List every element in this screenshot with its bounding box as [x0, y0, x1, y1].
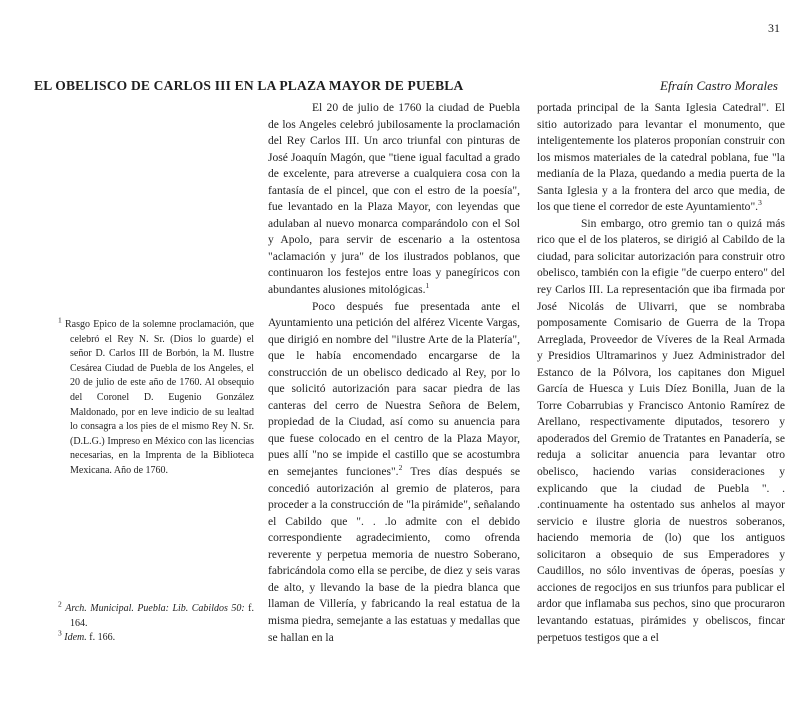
body-column-left: [268, 100, 520, 646]
article-title: EL OBELISCO DE CARLOS III EN LA PLAZA MAYOR DE PUEBLA: [34, 78, 464, 93]
paragraph-2-text-a: Poco después fue presentada ante el Ayuntamiento una petición del alférez Vicente Vargas, que dirigió en nombre del "ilustre Arte de la Platería", que le había encomendado encargarse de la construcción de un obelisco dedicado al Rey, por lo que solicitó autorización para sacar piedra de las canteras del cerro de Nuestra Señora de Belem, propiedad de la Ciudad, así como su anuencia para que fuese colocado en el centro de la Plaza Mayor, pues allí "no se impide el castillo que se acostumbra en semejantes funciones".: [268, 300, 520, 479]
paragraph-4: [537, 216, 785, 646]
paragraph-1-text: El 20 de julio de 1760 la ciudad de Puebla de los Angeles celebró jubilosamente la proclamación del Rey Carlos III. Un arco triunfal con pinturas de José Joaquín Magón, que "tiene igual facultad a grado de excelente, para atreverse a cualquiera cosa con la fantasía de el pincel, que con el estro de la poesía", fue levantado en la Plaza Mayor, con leyendas que adulaban al nuevo monarca comparándolo con el Sol y Apolo, para servir de escenario a la ostentosa "aclamación y jura" de los ilustrados poblanos, que continuaron los festejos entre loas y panegíricos con abundantes alusiones mitológicas.: [268, 102, 520, 297]
paragraph-4-text: Sin embargo, otro gremio tan o quizá más rico que el de los plateros, se dirigió al Cabildo de la ciudad, para solicitar autorización para construir otro obelisco, también con la efigie "de cuerpo entero" del rey Carlos III. La representación que iba firmada por José Nicolás de Ulivarri, que se nombraba pomposamente Comisario de Guerra de la Tropa Arreglada, Proveedor de Víveres de la Real Armada y Presidios Ultramarinos y Juez Administrador del Estanco de la Pólvora, los capitanes don Miguel García de Huesca y Luis Díez Bonilla, Juan de la Torre Cobarrubias y Francisco Antonio Ramírez de Arellano, respectivamente diputados, tesorero y apoderados del Gremio de Tratantes en Panadería, se reduja a solicitar anuencia para levantar otro obelisco, haciendo varias consideraciones y explicando que la ciudad de Puebla ". . .continuamente ha ostentado sus anhelos al mayor servicio e ilustre gloria de nuestros soberanos, haciendo memoria de (lo) que los antiguos solicitaron a obsequio de sus Emperadores y Caudillos, no sólo inventivas de óperas, poesías y acciones de regocijos en sus triunfos para publicar el ardor que inflamaba sus pechos, sino que procuraron levantando estatuas, pirámides y obeliscos, fincar perpetuos testigos que a el: [537, 217, 785, 644]
paragraph-2-text-b: Tres días después se concedió autorización al gremio de plateros, para proceder a la construcción de "la pirámide", señalando el Cabildo que ". . .lo admite con el debido correspondiente agradecimiento, como ofrenda reverente y perpetua memoria de nuestro Soberano, fabricándola como ella se percibe, de diez y seis varas de alto, y llevando la base de la piedra blanca que llaman de Villería, y fabricando la real estatua de la misma piedra, semejante a las estatuas y medallas que se hallan en la: [268, 466, 520, 644]
footnote-1-mark: 1: [58, 315, 62, 325]
body-column-right: [537, 100, 785, 646]
footnote-ref-3: 3: [758, 198, 762, 208]
paragraph-1: [268, 100, 520, 299]
footnote-2-source: Arch. Municipal. Puebla: Lib. Cabildos 50:: [65, 603, 245, 614]
footnote-3-mark: 3: [58, 628, 62, 638]
footnote-2-folio: f. 164.: [70, 603, 254, 629]
paragraph-2: [268, 299, 520, 646]
footnote-2-mark: 2: [58, 599, 62, 609]
page-number: 31: [768, 21, 780, 35]
footnote-ref-2: 2: [398, 463, 403, 473]
paragraph-3: [537, 100, 785, 216]
article-author: Efraín Castro Morales: [660, 78, 778, 93]
footnote-3: [58, 628, 254, 646]
footnote-ref-1: 1: [425, 281, 430, 291]
footnote-2: [58, 599, 254, 631]
footnotes-2-3: [58, 599, 254, 646]
footnote-1: [58, 315, 255, 479]
footnote-3-source: Idem.: [64, 632, 87, 644]
paragraph-3-text: portada principal de la Santa Iglesia Catedral". El sitio autorizado para levantar el monumento, que inteligentemente los plateros proponían construir con los mismos materiales de la catedral poblana, fue "la medianía de la Plaza, quedando a media puerta de la Santa Iglesia y a la frontera del arco que media, de los que tiene el corredor de este Ayuntamiento".: [537, 102, 785, 214]
footnote-1-text: Rasgo Epico de la solemne proclamación, que celebró el Rey N. Sr. (Dios lo guarde) el señor D. Carlos III de Borbón, la M. Ilustre Cesárea Ciudad de Puebla de los Angeles, el 20 de julio de este año de 1760. Al obsequio del Coronel D. Eugenio González Maldonado, por en leve indicio de su lealtad lo consagra a los pies de el mismo Rey N. Sr. (D.L.G.) Impreso en México con las licencias necesarias, en la Imprenta de la Biblioteca Mexicana. Año de 1760.: [64, 319, 255, 476]
footnote-3-folio: f. 166.: [86, 632, 116, 644]
